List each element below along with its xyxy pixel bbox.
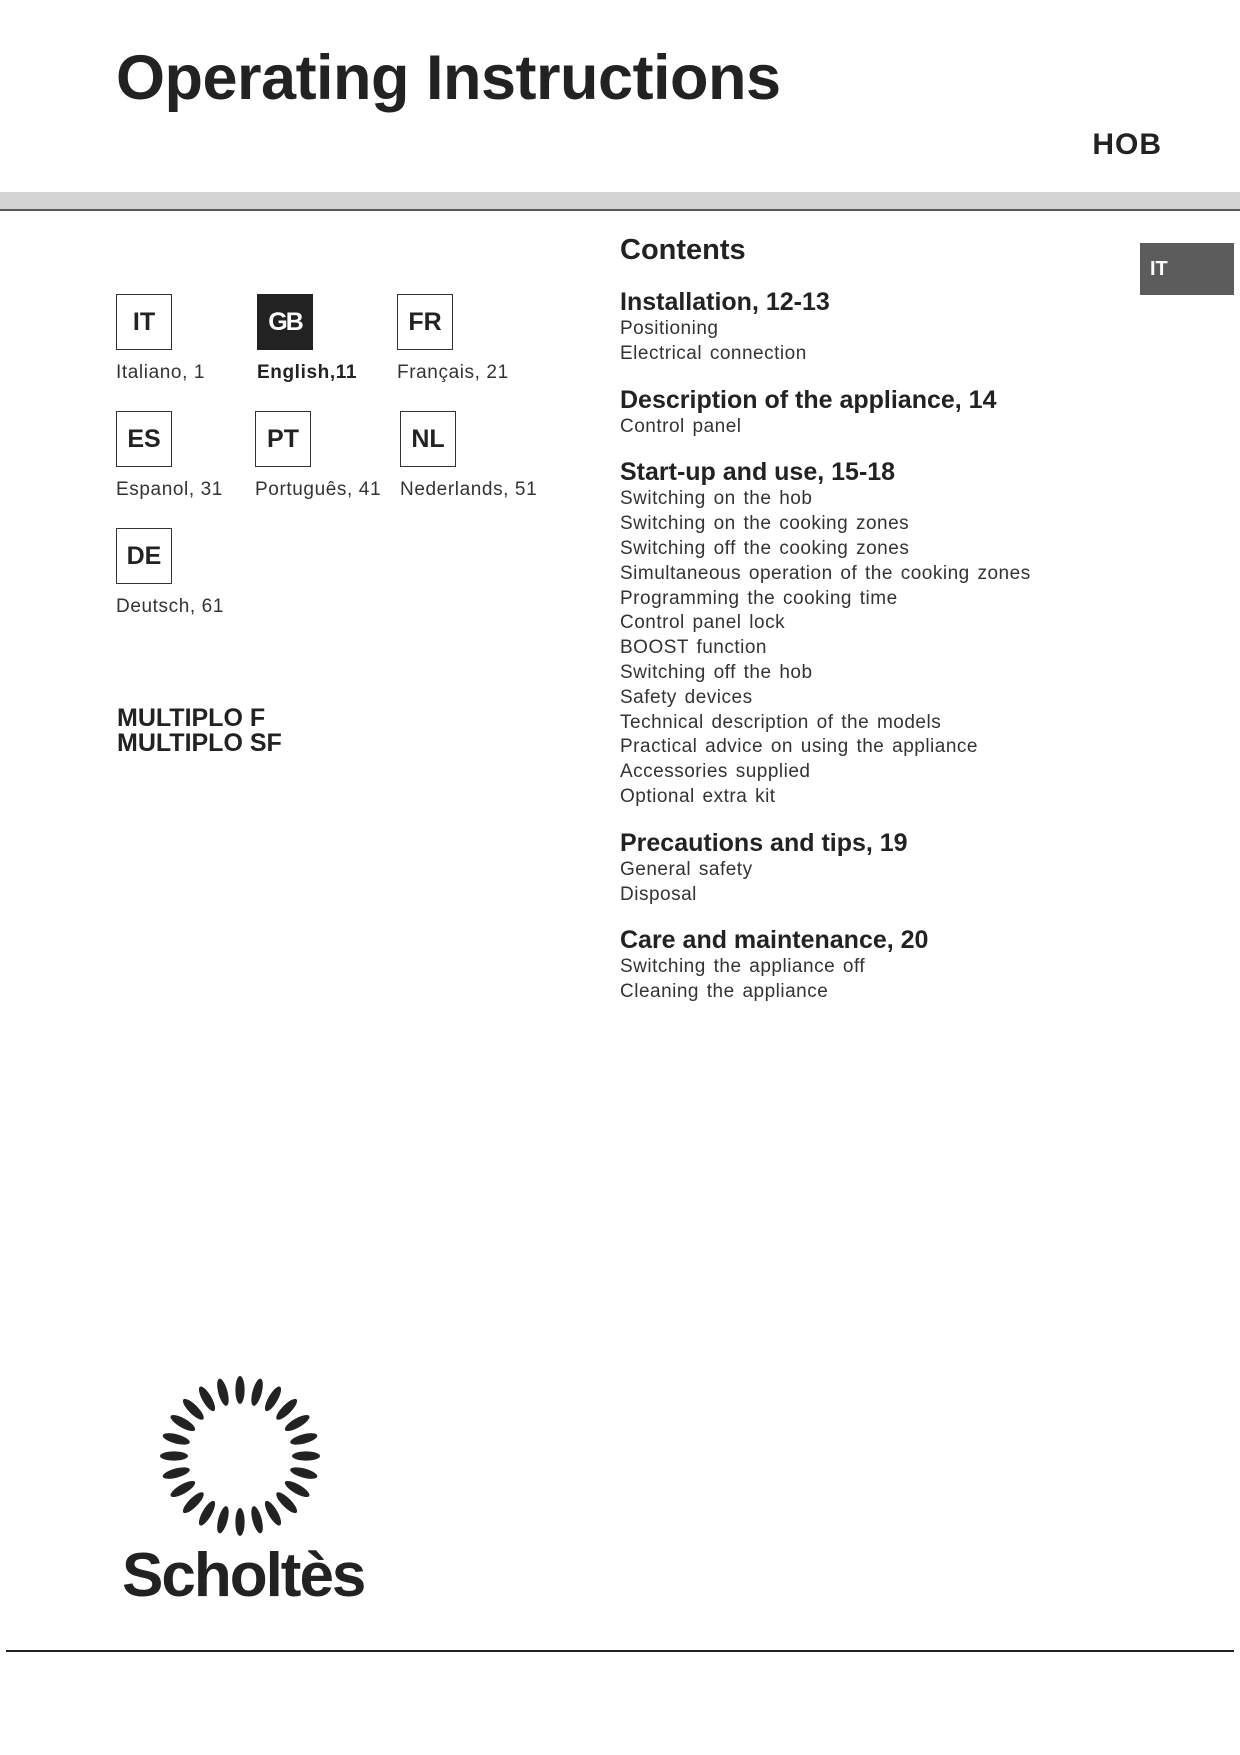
language-item-it[interactable] <box>116 294 276 384</box>
contents-item[interactable]: Accessories supplied <box>620 761 811 783</box>
contents-item[interactable]: Positioning <box>620 318 719 339</box>
contents-section <box>620 457 1140 809</box>
side-language-tab[interactable]: IT <box>1140 243 1234 295</box>
logo-ray <box>215 1378 231 1407</box>
contents-item[interactable]: Disposal <box>620 883 697 905</box>
contents-item[interactable]: Practical advice on using the appliance <box>620 736 978 758</box>
logo-ray <box>262 1384 284 1413</box>
language-item-gb[interactable] <box>257 294 417 384</box>
language-code-box: GB <box>257 294 313 350</box>
contents-item[interactable]: Switching the appliance off <box>620 956 866 978</box>
logo-ray <box>215 1505 231 1534</box>
logo-ray <box>249 1505 265 1534</box>
section-title[interactable]: Care and maintenance, 20 <box>620 926 929 955</box>
contents-item[interactable]: General safety <box>620 858 753 880</box>
language-label: Italiano, 1 <box>116 362 205 383</box>
logo-ray <box>283 1478 312 1500</box>
contents-item[interactable]: Simultaneous operation of the cooking zones <box>620 562 1031 584</box>
logo-ray <box>196 1499 218 1528</box>
contents-section <box>620 828 1140 908</box>
language-code-box: DE <box>116 528 172 584</box>
model-name: MULTIPLO F <box>117 704 266 732</box>
contents-item[interactable]: Electrical connection <box>620 342 807 364</box>
logo-ray <box>235 1508 244 1536</box>
contents-item[interactable]: Cleaning the appliance <box>620 981 829 1003</box>
brand-logo <box>120 1370 365 1620</box>
contents-item[interactable]: Safety devices <box>620 686 753 708</box>
brand-wordmark: Scholtès <box>122 1541 365 1610</box>
language-item-fr[interactable] <box>397 294 557 384</box>
contents-section <box>620 287 1140 367</box>
contents-heading: Contents <box>620 234 746 266</box>
section-title[interactable]: Start-up and use, 15-18 <box>620 458 896 487</box>
contents-item[interactable]: Switching off the cooking zones <box>620 537 910 559</box>
logo-ray <box>289 1465 318 1481</box>
language-code-box: ES <box>116 411 172 467</box>
contents-item[interactable]: Switching off the hob <box>620 661 813 683</box>
contents-item[interactable]: Switching on the hob <box>620 488 813 510</box>
logo-ray <box>162 1465 191 1481</box>
contents-item[interactable]: Programming the cooking time <box>620 587 898 609</box>
sun-burst-icon <box>154 1370 326 1542</box>
logo-ray <box>289 1431 318 1447</box>
language-label: Português, 41 <box>255 479 382 500</box>
language-label: Nederlands, 51 <box>400 479 538 500</box>
language-item-de[interactable] <box>116 528 276 618</box>
contents-item[interactable]: Control panel lock <box>620 612 786 634</box>
contents-section <box>620 925 1140 1005</box>
logo-ray <box>162 1431 191 1447</box>
logo-ray <box>249 1378 265 1407</box>
header-band <box>0 192 1240 209</box>
logo-ray <box>235 1376 244 1404</box>
logo-ray <box>262 1499 284 1528</box>
logo-ray <box>292 1451 320 1460</box>
section-title[interactable]: Precautions and tips, 19 <box>620 828 908 857</box>
language-label: Deutsch, 61 <box>116 596 224 617</box>
footer-divider <box>6 1650 1234 1652</box>
language-code-box: FR <box>397 294 453 350</box>
logo-ray <box>168 1478 197 1500</box>
contents-item[interactable]: BOOST function <box>620 637 767 659</box>
contents-item[interactable]: Control panel <box>620 415 742 437</box>
language-label: Français, 21 <box>397 362 509 383</box>
header-divider <box>0 209 1240 211</box>
logo-ray <box>283 1412 312 1434</box>
product-type: HOB <box>1092 128 1162 161</box>
language-code-box: PT <box>255 411 311 467</box>
language-code-box: IT <box>116 294 172 350</box>
section-title[interactable]: Installation, 12-13 <box>620 288 830 316</box>
section-title[interactable]: Description of the appliance, 14 <box>620 385 997 414</box>
language-code-box: NL <box>400 411 456 467</box>
contents-item[interactable]: Switching on the cooking zones <box>620 513 910 535</box>
language-label: English,11 <box>257 362 357 383</box>
table-of-contents <box>620 234 1140 1023</box>
language-item-es[interactable] <box>116 411 276 501</box>
contents-item[interactable]: Technical description of the models <box>620 711 942 733</box>
language-item-pt[interactable] <box>255 411 415 501</box>
logo-ray <box>160 1451 188 1460</box>
model-name: MULTIPLO SF <box>117 729 282 757</box>
contents-item[interactable]: Optional extra kit <box>620 785 776 807</box>
language-label: Espanol, 31 <box>116 479 223 500</box>
model-names <box>117 706 282 756</box>
page-title: Operating Instructions <box>116 43 781 113</box>
logo-ray <box>168 1412 197 1434</box>
language-item-nl[interactable] <box>400 411 560 501</box>
contents-section <box>620 385 1140 440</box>
logo-ray <box>196 1384 218 1413</box>
